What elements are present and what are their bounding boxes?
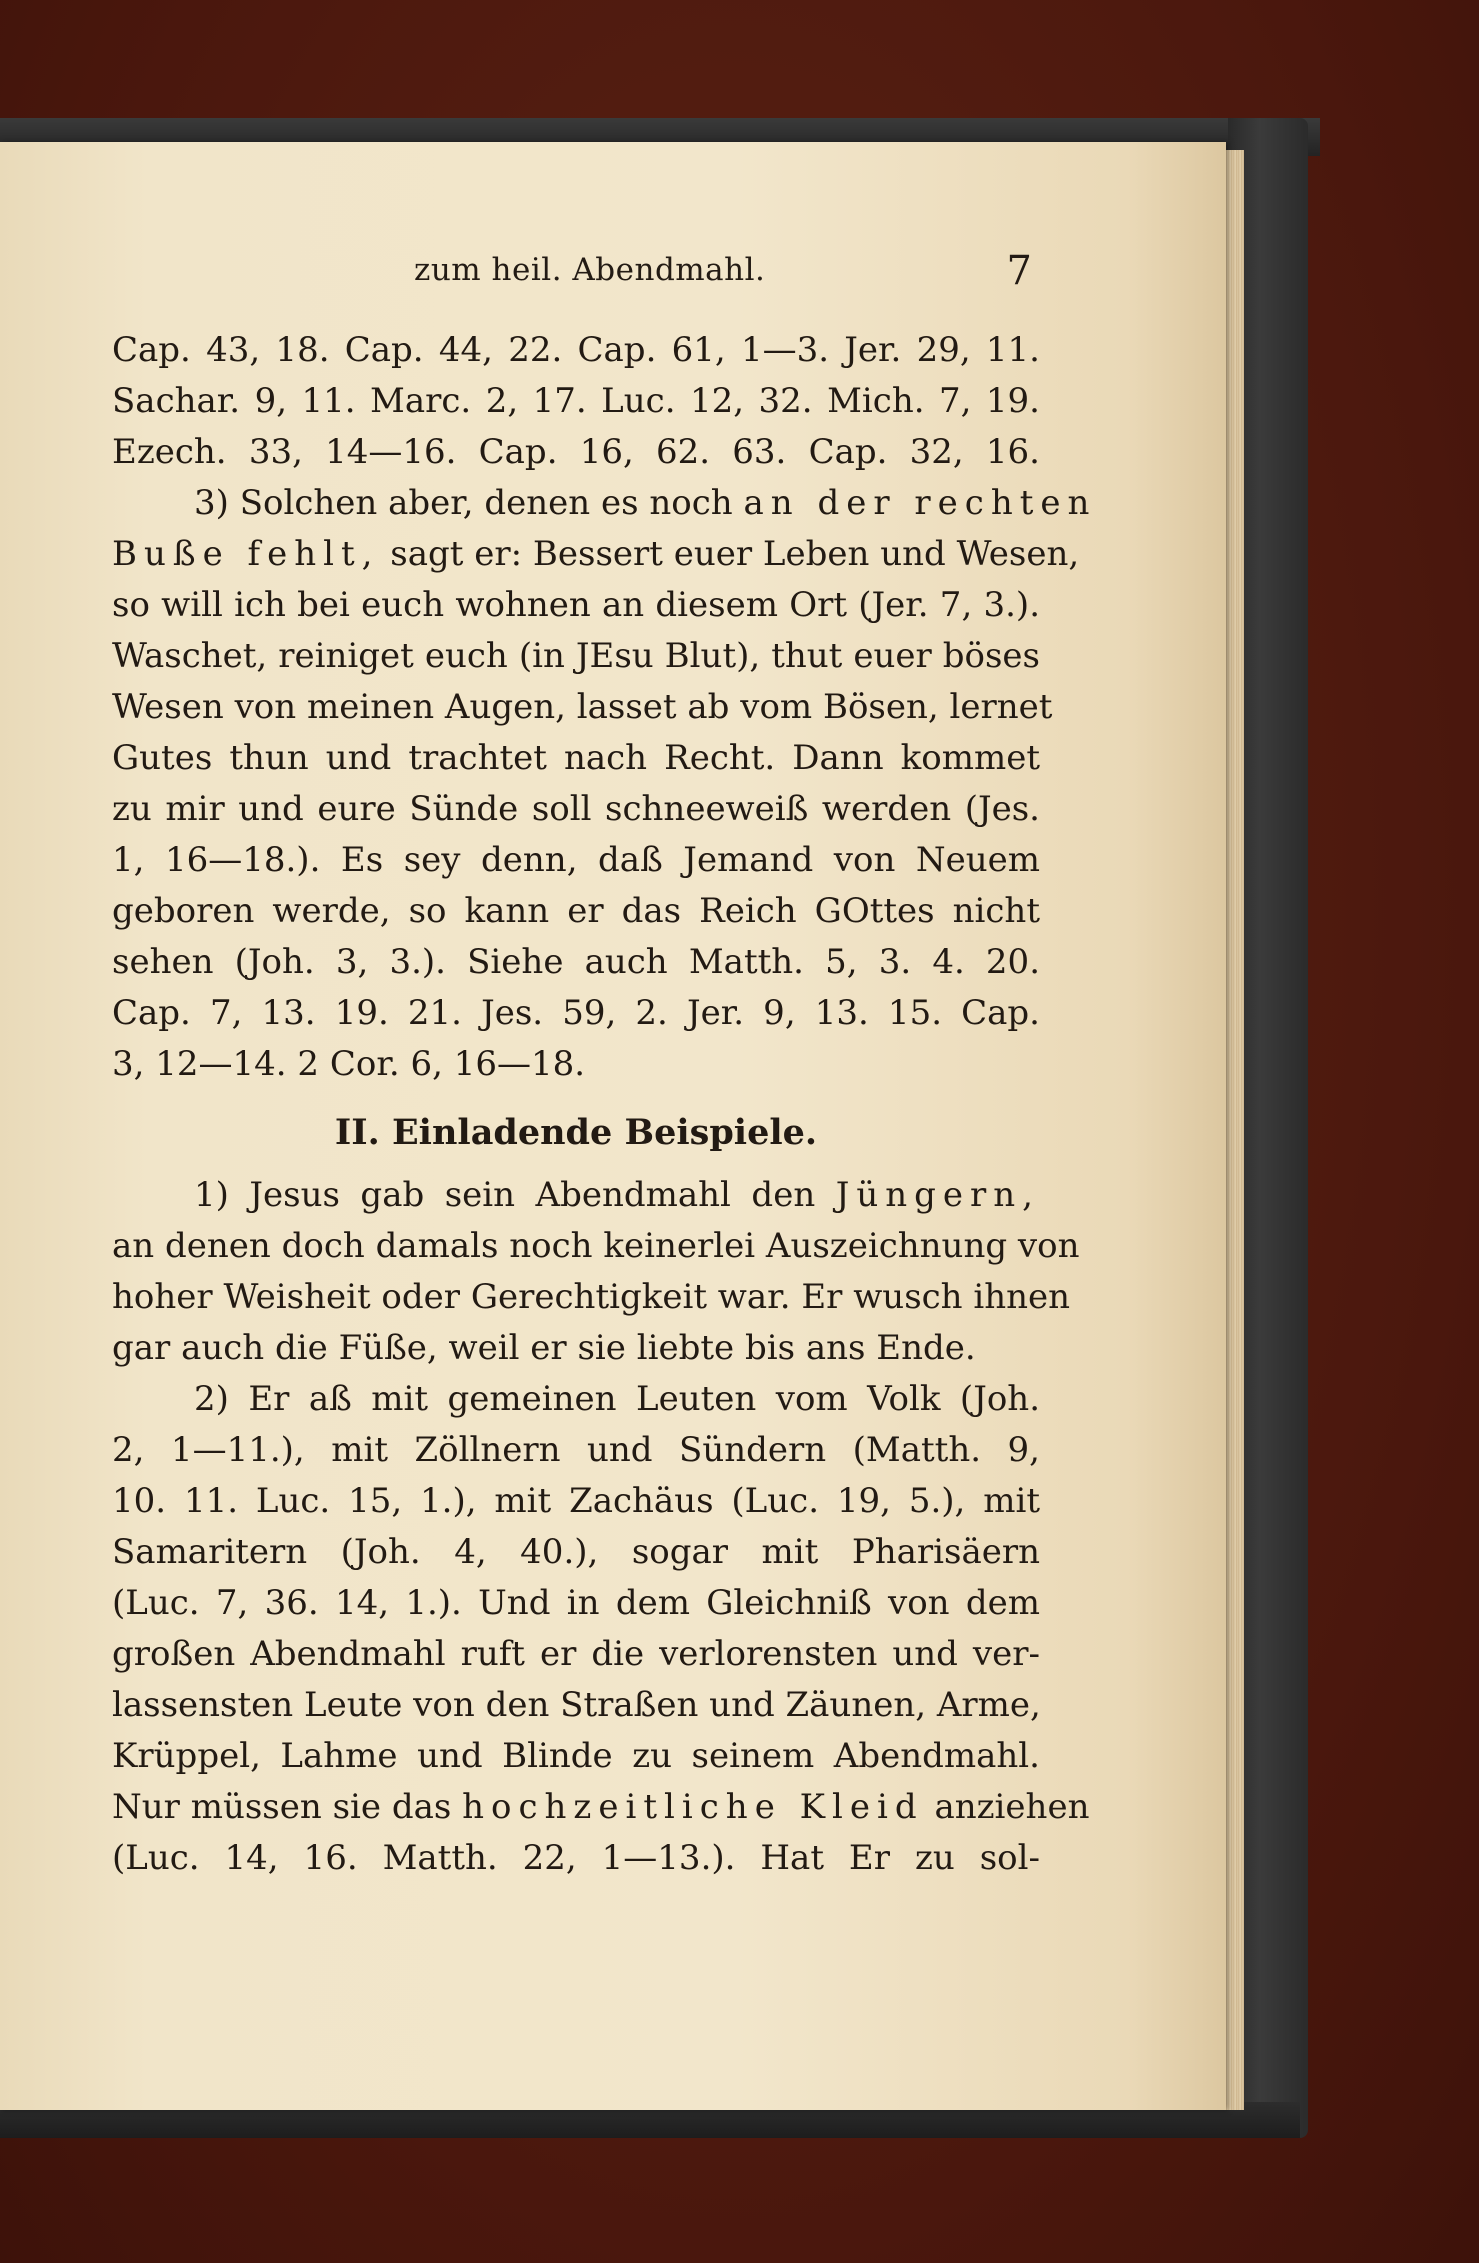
page-body [112, 325, 1097, 1884]
text-fragment: 1) Jesus gab sein Abendmahl den [194, 1175, 816, 1215]
text-line: sehen (Joh. 3, 3.). Siehe auch Matth. 5, 3. 4. 20. [112, 942, 1040, 982]
text-line: 3, 12—14. 2 Cor. 6, 16—18. [112, 1044, 586, 1084]
text-line: gar auch die Füße, weil er sie liebte bis ans Ende. [112, 1328, 976, 1368]
page-number: 7 [1006, 248, 1032, 294]
text-line: Wesen von meinen Augen, lasset ab vom Bösen, lernet [112, 687, 1053, 727]
running-title: zum heil. Abendmahl. [414, 252, 766, 288]
emphasis-spaced: Buße fehlt, [112, 534, 380, 574]
text-line: großen Abendmahl ruft er die verlorensten und ver- [112, 1634, 1040, 1674]
text-line: 10. 11. Luc. 15, 1.), mit Zachäus (Luc. 19, 5.), mit [112, 1481, 1040, 1521]
emphasis-spaced: hochzeitliche Kleid [462, 1787, 924, 1827]
text-line: Sachar. 9, 11. Marc. 2, 17. Luc. 12, 32. Mich. 7, 19. [112, 381, 1040, 421]
text-line: Cap. 7, 13. 19. 21. Jes. 59, 2. Jer. 9, 13. 15. Cap. [112, 993, 1040, 1033]
text-line: zu mir und eure Sünde soll schneeweiß werden (Jes. [112, 789, 1040, 829]
text-line [112, 478, 1097, 529]
text-line: 1, 16—18.). Es sey denn, daß Jemand von Neuem [112, 840, 1040, 880]
text-line: Samaritern (Joh. 4, 40.), sogar mit Pharisäern [112, 1532, 1040, 1572]
text-line: Krüppel, Lahme und Blinde zu seinem Abendmahl. [112, 1736, 1040, 1776]
text-line: (Luc. 7, 36. 14, 1.). Und in dem Gleichniß von dem [112, 1583, 1040, 1623]
text-line: an denen doch damals noch keinerlei Auszeichnung von [112, 1226, 1080, 1266]
text-fragment: anziehen [934, 1787, 1090, 1827]
emphasis-spaced: an der rechten [743, 483, 1097, 523]
text-line: Waschet, reiniget euch (in JEsu Blut), thut euer böses [112, 636, 1040, 676]
text-line: 2, 1—11.), mit Zöllnern und Sündern (Matth. 9, [112, 1430, 1040, 1470]
section-heading: II. Einladende Beispiele. [334, 1112, 818, 1153]
text-line: lassensten Leute von den Straßen und Zäunen, Arme, [112, 1685, 1041, 1725]
text-line: 2) Er aß mit gemeinen Leuten vom Volk (Joh. [194, 1379, 1040, 1419]
text-fragment: sagt er: Bessert euer Leben und Wesen, [390, 534, 1080, 574]
text-line: hoher Weisheit oder Gerechtigkeit war. Er wusch ihnen [112, 1277, 1071, 1317]
text-line [112, 1782, 1090, 1833]
text-line: so will ich bei euch wohnen an diesem Ort (Jer. 7, 3.). [112, 585, 1040, 625]
text-line: (Luc. 14, 16. Matth. 22, 1—13.). Hat Er zu sol- [112, 1838, 1040, 1878]
text-line: geboren werde, so kann er das Reich GOttes nicht [112, 891, 1040, 931]
text-line: Gutes thun und trachtet nach Recht. Dann kommet [112, 738, 1040, 778]
text-fragment: Nur müssen sie das [112, 1787, 452, 1827]
text-fragment: 3) Solchen aber, denen es noch [194, 483, 733, 523]
text-line: Cap. 43, 18. Cap. 44, 22. Cap. 61, 1—3. Jer. 29, 11. [112, 330, 1040, 370]
text-line [112, 1170, 1040, 1221]
page-header [112, 248, 1032, 296]
emphasis-spaced: Jüngern, [835, 1175, 1040, 1215]
text-line [112, 529, 1080, 580]
text-line: Ezech. 33, 14—16. Cap. 16, 62. 63. Cap. 32, 16. [112, 432, 1040, 472]
